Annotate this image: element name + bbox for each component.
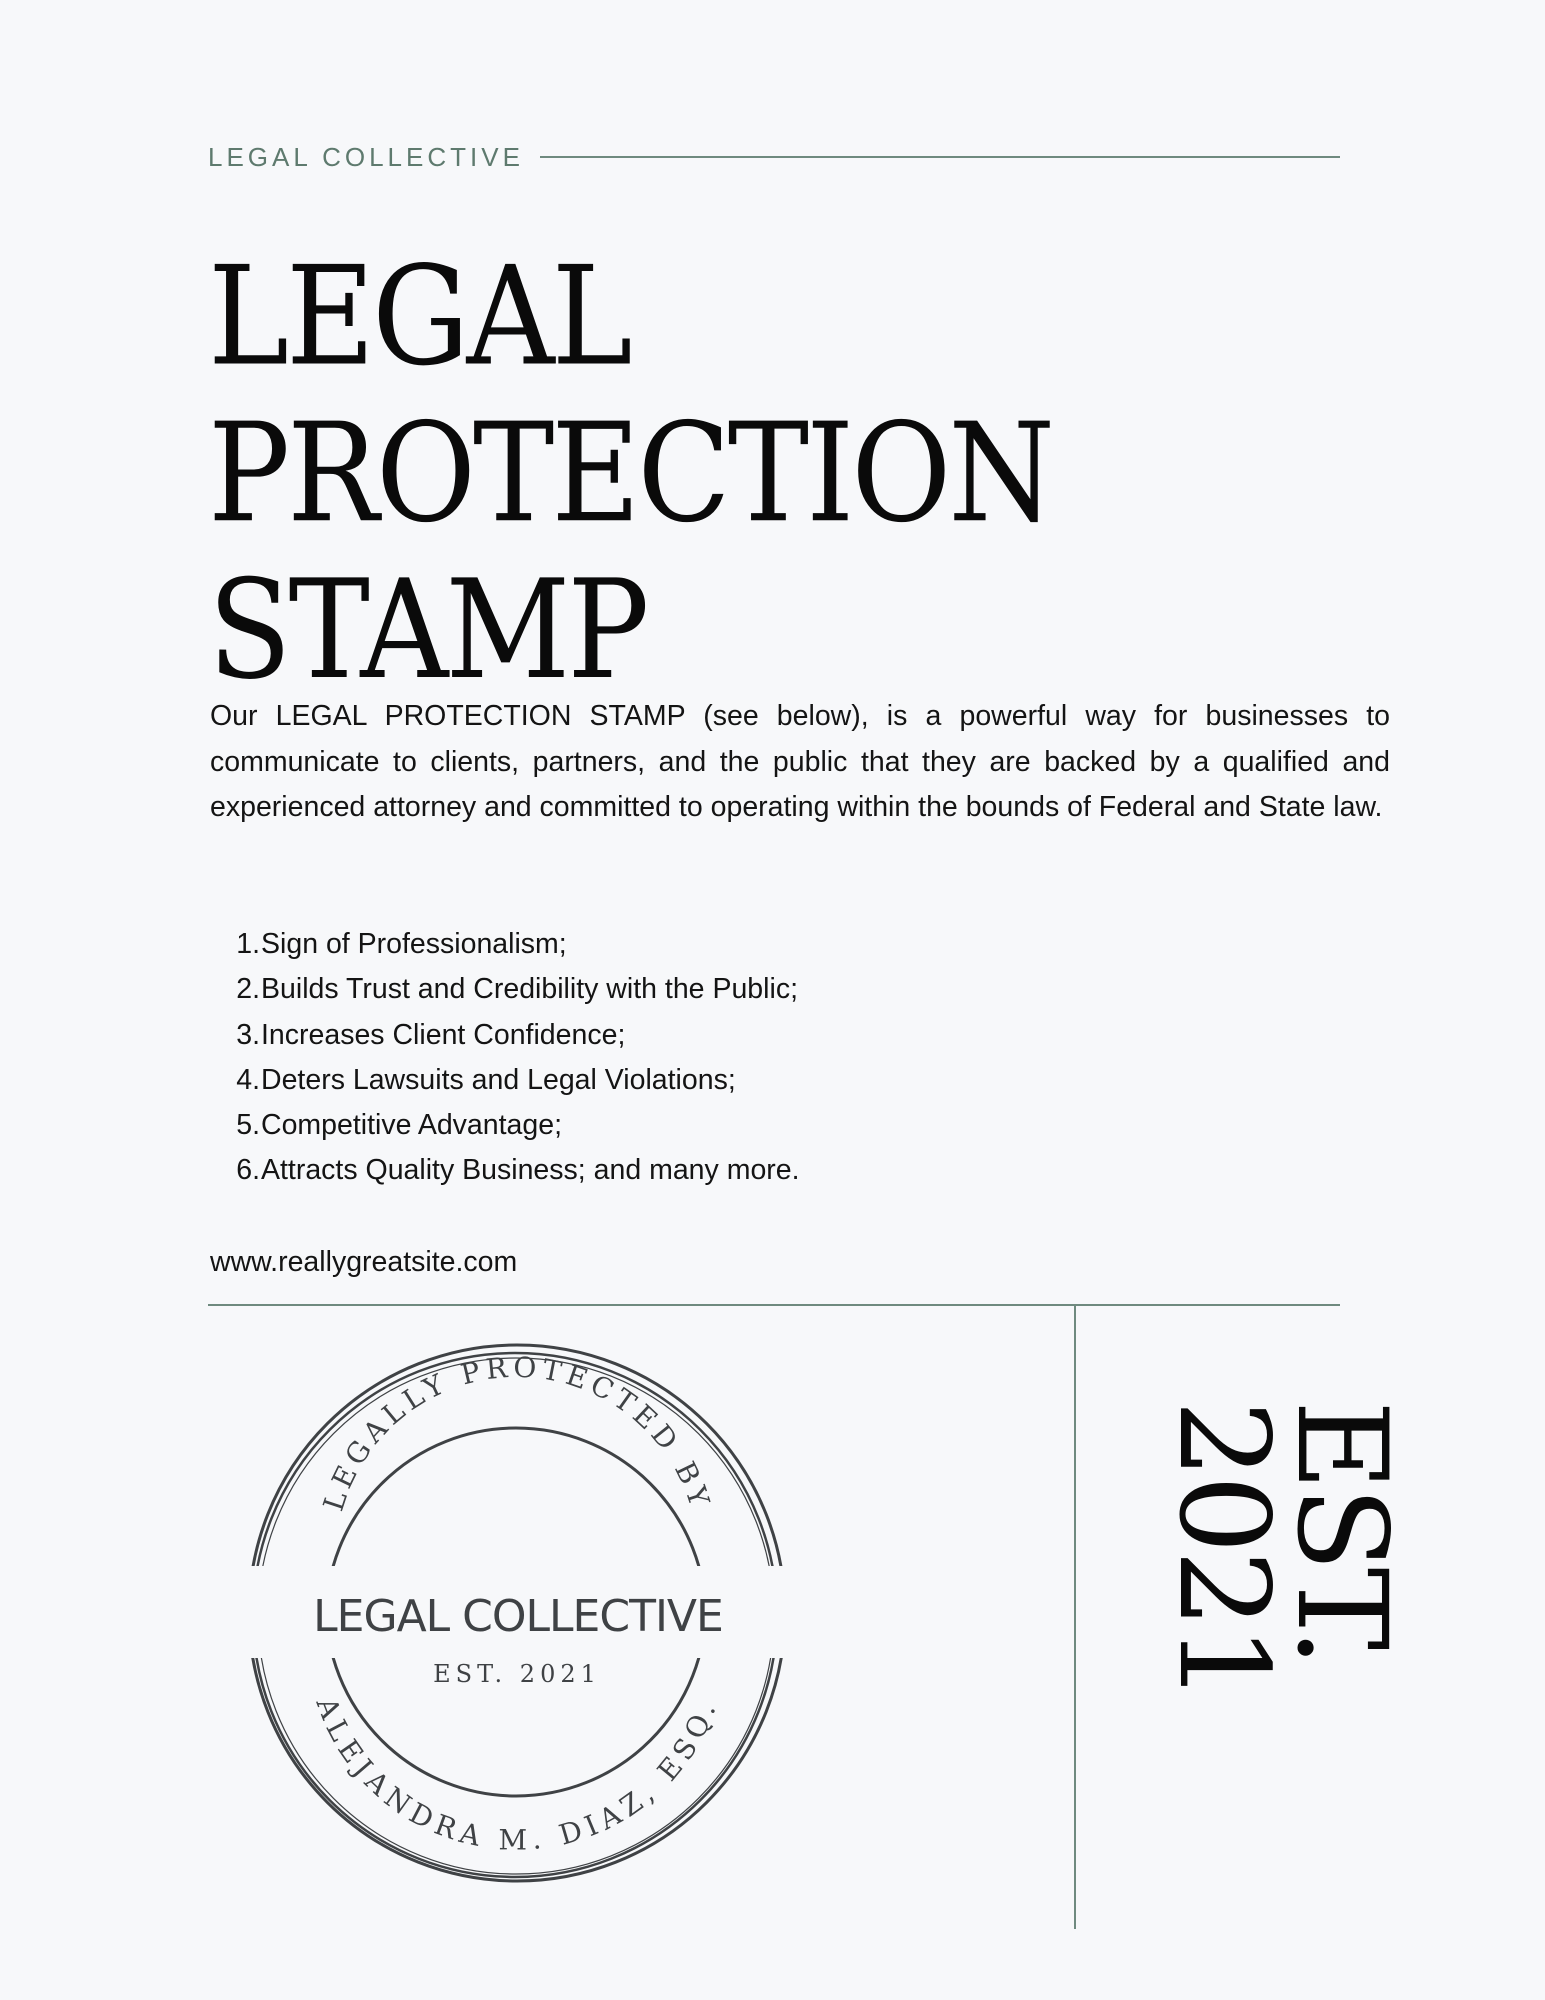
website-link[interactable]: www.reallygreatsite.com (210, 1246, 518, 1278)
est-vertical-text (1151, 1400, 1413, 1760)
list-text: Competitive Advantage; (261, 1109, 563, 1142)
brand-label: LEGAL COLLECTIVE (208, 141, 524, 172)
title-line-2: PROTECTION (208, 393, 1053, 553)
list-item (222, 922, 800, 967)
list-number: 6. (236, 1154, 260, 1187)
brand-header (208, 140, 1340, 174)
title-line-3: STAMP (208, 550, 647, 710)
legal-stamp-seal (236, 1336, 796, 1896)
list-item (222, 1148, 800, 1193)
page-title (208, 238, 1408, 708)
vertical-divider (1074, 1305, 1076, 1929)
est-line-2: 2021 (1151, 1400, 1295, 1700)
list-text: Attracts Quality Business; and many more. (261, 1154, 800, 1187)
list-item (222, 1103, 800, 1148)
list-number: 4. (236, 1063, 260, 1096)
title-line-1: LEGAL (208, 236, 630, 396)
est-line-1: EST. (1269, 1400, 1413, 1664)
brand-divider (540, 156, 1340, 158)
list-number: 3. (236, 1018, 260, 1051)
list-text: Deters Lawsuits and Legal Violations; (261, 1063, 736, 1096)
stamp-top-arc: LEGALLY PROTECTED BY (316, 1350, 718, 1515)
list-text: Increases Client Confidence; (261, 1018, 626, 1051)
section-divider (208, 1304, 1340, 1306)
list-item (222, 967, 800, 1012)
list-text: Builds Trust and Credibility with the Public; (261, 973, 798, 1006)
list-text: Sign of Professionalism; (261, 928, 567, 960)
list-number: 2. (236, 973, 260, 1006)
stamp-bottom-arc: ALEJANDRA M. DIAZ, ESQ. (309, 1692, 725, 1857)
list-number: 1. (236, 928, 260, 960)
stamp-name: LEGAL COLLECTIVE (313, 1591, 723, 1642)
stamp-est: EST. 2021 (433, 1660, 601, 1688)
list-number: 5. (236, 1109, 260, 1142)
intro-paragraph: Our LEGAL PROTECTION STAMP (see below), is a powerful way for businesses to communicate to clients, partners, and the public that they are backed by a qualified and experienced attorney and committed to operating within the bounds of Federal and State law. (210, 700, 1390, 823)
list-item (222, 1058, 800, 1103)
list-item (222, 1013, 800, 1058)
benefits-list (222, 922, 800, 1194)
